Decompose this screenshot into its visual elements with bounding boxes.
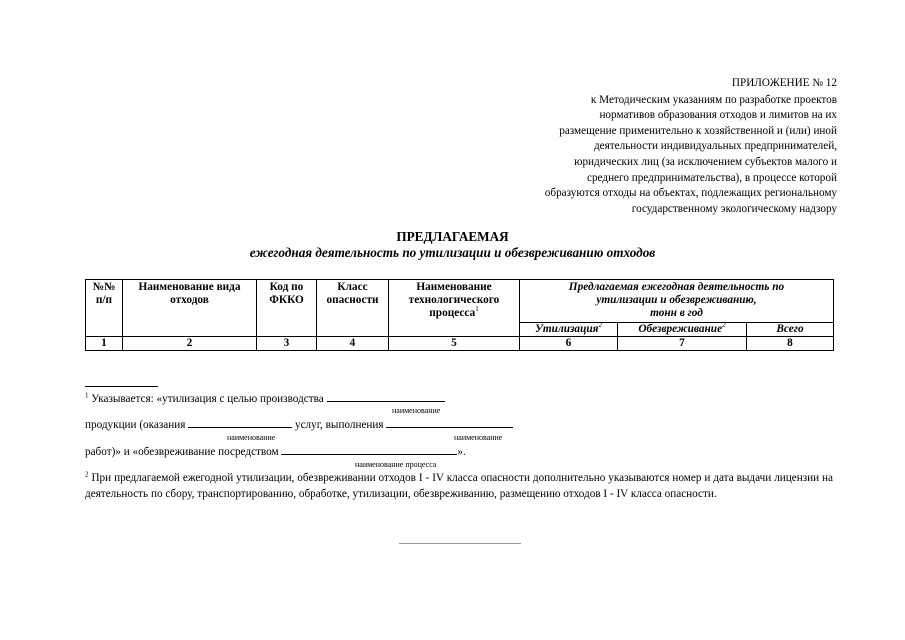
appendix-number: ПРИЛОЖЕНИЕ № 12 (731, 77, 837, 89)
footnote-ref-1: 1 (475, 305, 479, 314)
title-line-2: ежегодная деятельность по утилизации и обезвреживанию отходов (249, 245, 656, 260)
appendix-line: среднего предпринимательства), в процессе которой (587, 171, 837, 184)
footnote-1-mark: 1 (85, 391, 89, 400)
appendix-line: государственному экологическому надзору (631, 202, 837, 215)
appendix-line: юридических лиц (за исключением субъектов малого и (574, 155, 837, 168)
footnote-1-line-1: $^1$ Указывается: «утилизация с целью производства (85, 390, 445, 406)
footnote-1-line-3: работ)» и «обезвреживание посредством ». (85, 443, 466, 459)
appendix-line: деятельности индивидуальных предпринимателей, (593, 140, 837, 153)
caption-name-1: наименование (392, 406, 441, 415)
col-number: 5 (389, 336, 520, 350)
end-separator (399, 543, 521, 544)
header-total: Всего (747, 322, 834, 336)
caption-name-2: наименование (227, 433, 276, 442)
col-number: 8 (747, 336, 834, 350)
table-row (86, 336, 834, 350)
col-number: 1 (86, 336, 123, 350)
header-process: Наименование технологического процесса$^1$ (389, 280, 520, 337)
footnote-ref-2: 2 (722, 320, 726, 329)
header-num: №№ п/п (86, 280, 123, 337)
footnote-1-line-2: продукции (оказания услуг, выполнения (85, 416, 513, 432)
header-utilization: Утилизация$^2$ (520, 322, 618, 336)
appendix-line: к Методическим указаниям по разработке проектов (590, 93, 837, 106)
header-hazard-class: Класс опасности (317, 280, 389, 337)
appendix-header (545, 76, 837, 217)
footnote-separator (85, 386, 158, 387)
footnote-2: $^2$ При предлагаемой ежегодной утилизации, обезвреживании отходов I - IV класса опасности дополнительно указываются номер и дата выдачи лицензии на деятельность по сбору, транспортированию, обработке, утилизации, обезвреживанию, размещению отходов I - IV класса опасности. (85, 470, 834, 500)
col-number: 3 (257, 336, 317, 350)
col-number: 6 (520, 336, 618, 350)
footnote-2-mark: 2 (85, 470, 89, 479)
footnote-ref-2: 2 (598, 320, 602, 329)
process-blank (281, 443, 457, 455)
document-title (0, 229, 905, 261)
services-blank (188, 416, 292, 428)
caption-name-3: наименование (454, 433, 503, 442)
caption-process: наименование процесса (355, 460, 437, 469)
activity-table (85, 279, 834, 351)
col-number: 4 (317, 336, 389, 350)
title-line-1: ПРЕДЛАГАЕМАЯ (396, 229, 509, 244)
header-proposed-activity: Предлагаемая ежегодная деятельность по утилизации и обезвреживанию, тонн в год (520, 280, 834, 323)
works-blank (386, 416, 513, 428)
col-number: 7 (618, 336, 747, 350)
col-number: 2 (123, 336, 257, 350)
table-header-row (86, 280, 834, 323)
header-fkko-code: Код по ФККО (257, 280, 317, 337)
appendix-line: нормативов образования отходов и лимитов на их (599, 109, 837, 122)
header-neutralization: Обезвреживание$^2$ (618, 322, 747, 336)
header-waste-name: Наименование вида отходов (123, 280, 257, 337)
appendix-line: размещение применительно к хозяйственной и (или) иной (559, 124, 837, 137)
appendix-line: образуются отходы на объектах, подлежащих региональному (544, 187, 837, 200)
production-blank (327, 390, 445, 402)
